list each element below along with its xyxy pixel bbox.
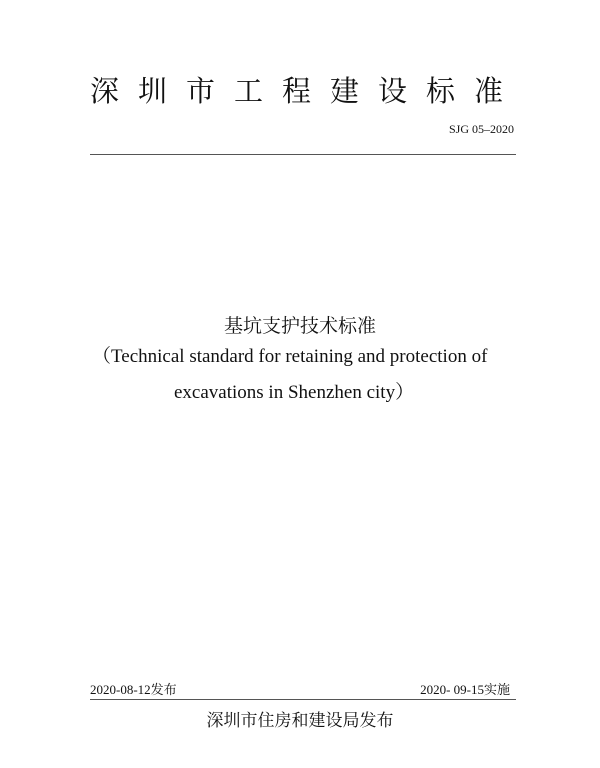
document-title-chinese: 基坑支护技术标准 (223, 315, 376, 337)
series-title: 深圳市工程建设标准 (90, 74, 523, 108)
standard-code: SJG 05–2020 (448, 122, 514, 136)
implementation-date: 2020- 09-15实施 (420, 682, 510, 697)
footer-divider (90, 699, 516, 700)
issue-date: 2020-08-12发布 (90, 682, 177, 697)
document-title-english-line2: excavations in Shenzhen city） (174, 382, 415, 403)
document-title-english-line1: （Technical standard for retaining and protection of (92, 346, 488, 367)
publisher: 深圳市住房和建设局发布 (206, 711, 394, 731)
header-divider (90, 154, 516, 155)
